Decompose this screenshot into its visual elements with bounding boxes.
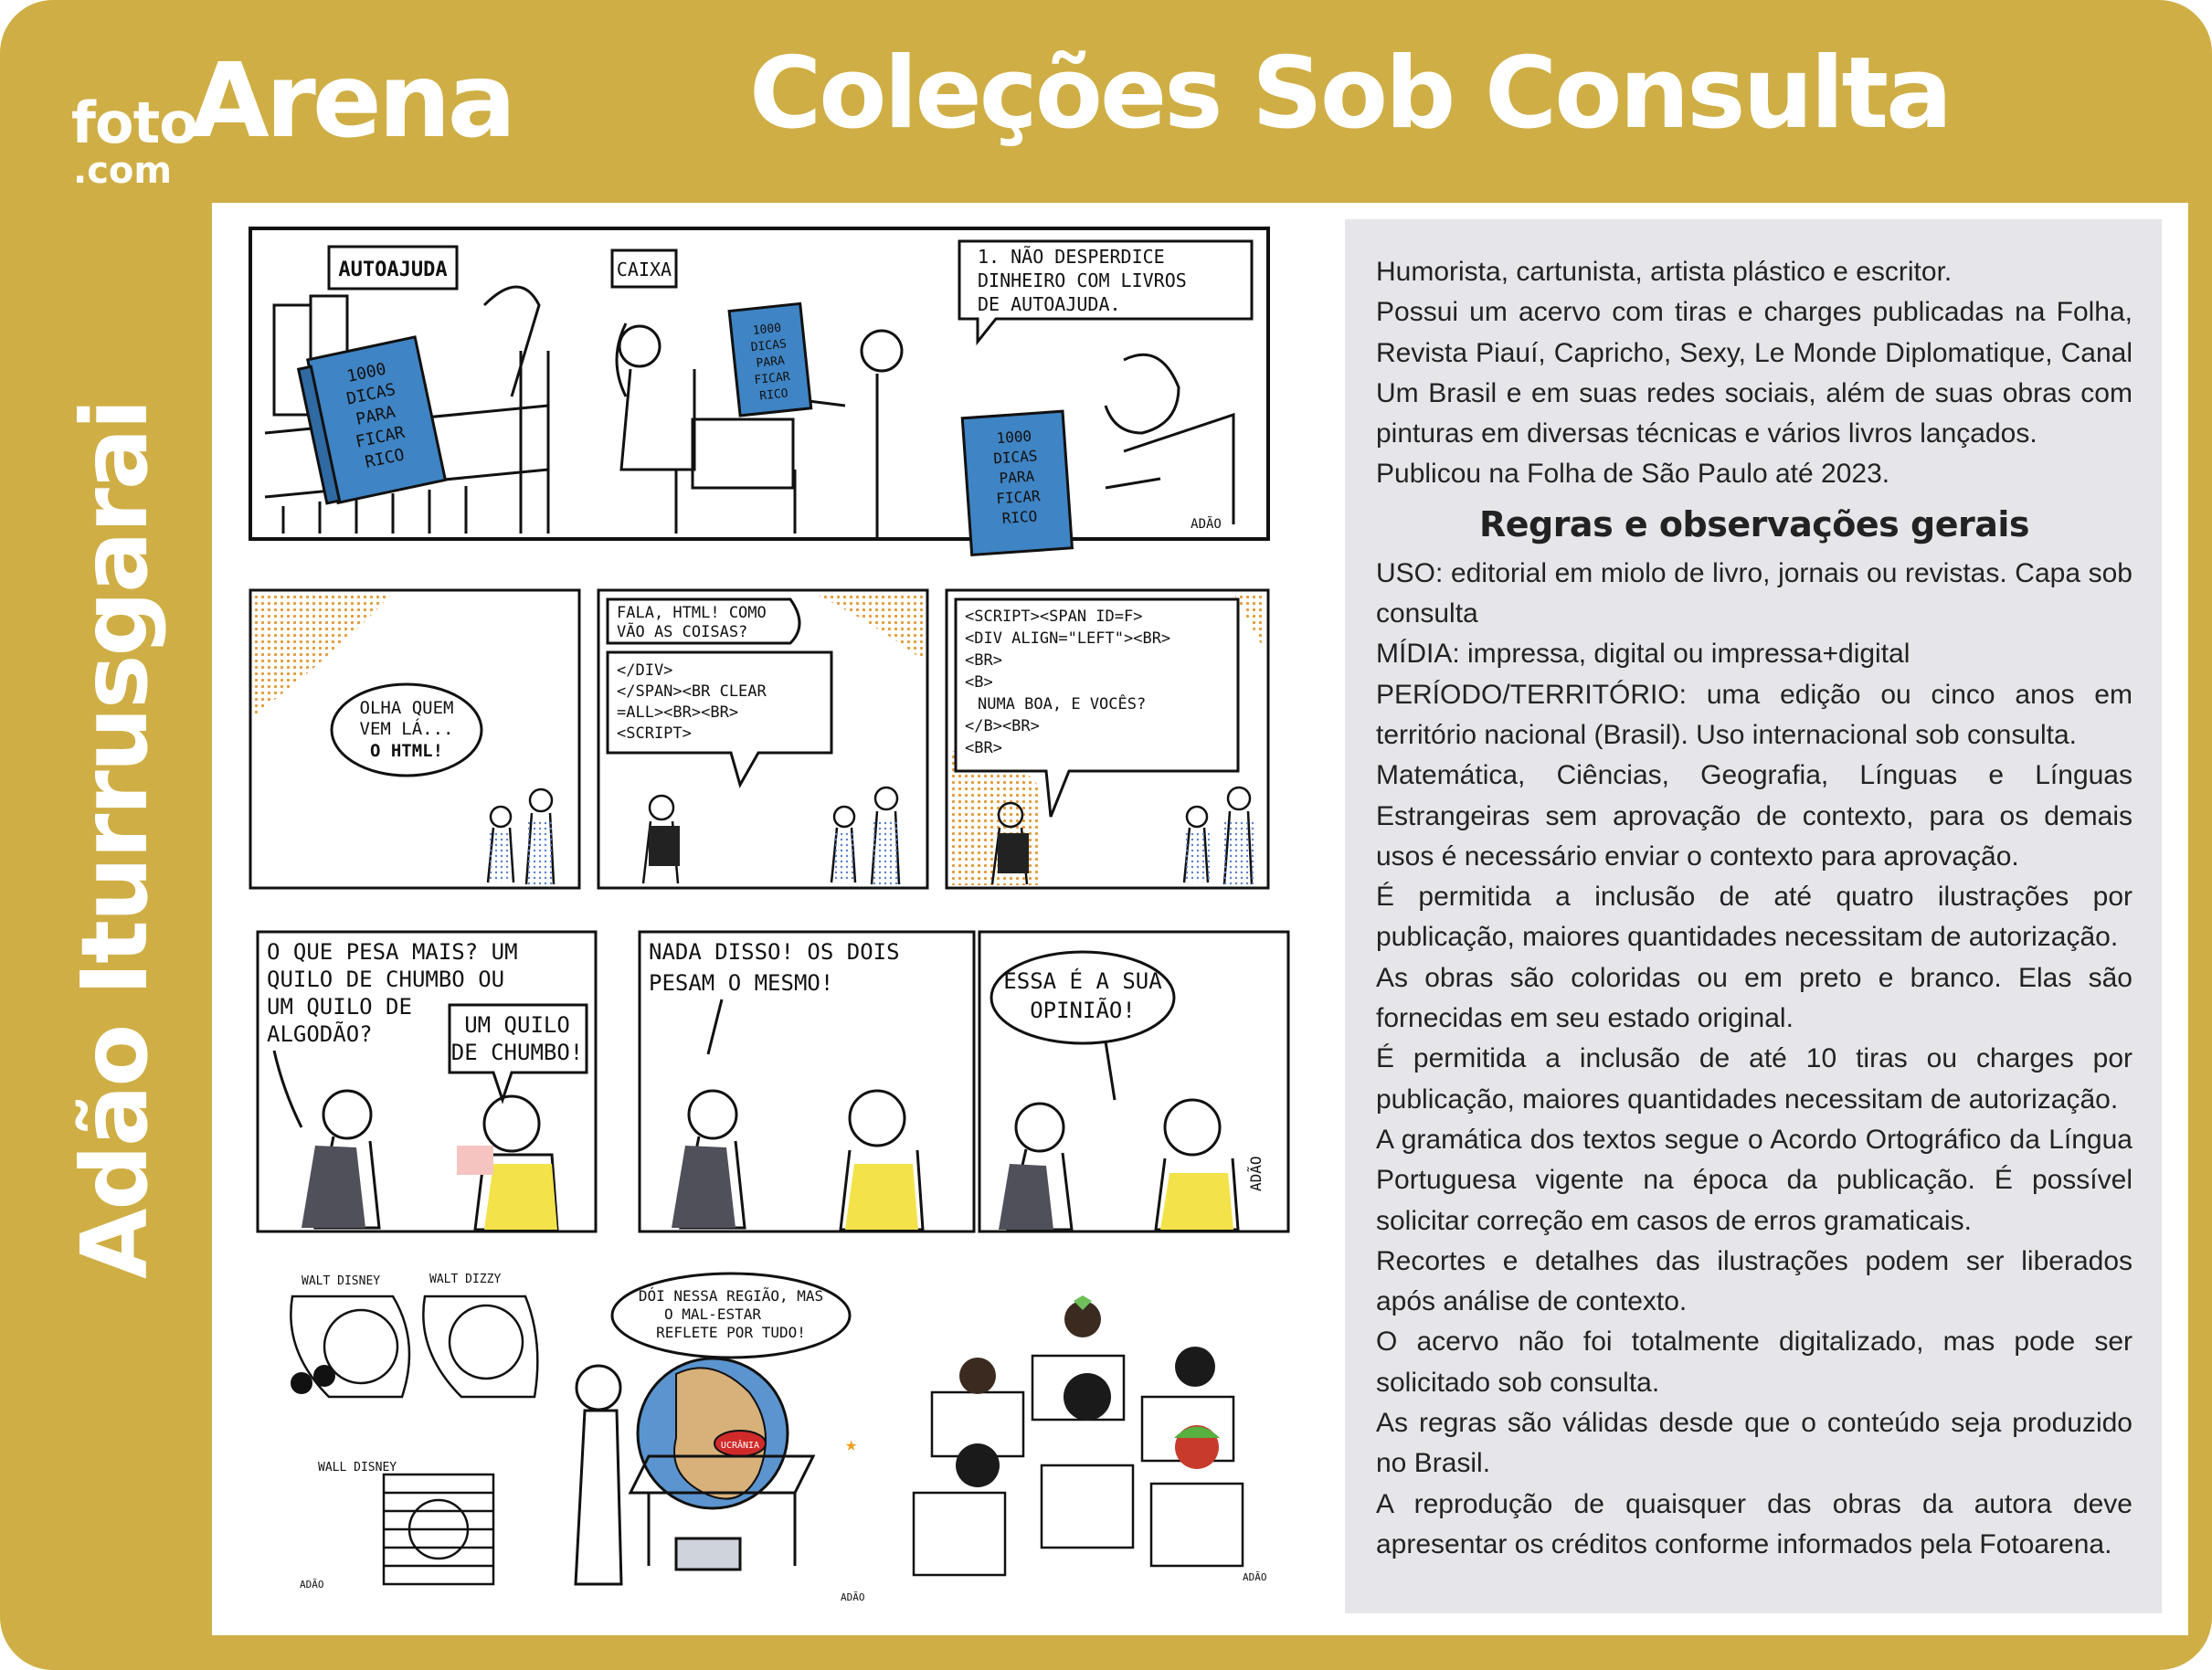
globe-bubble-line1: DÓI NESSA REGIÃO, MAS xyxy=(638,1287,824,1305)
svg-text:RICO: RICO xyxy=(758,386,789,404)
bubble1-line2: VEM LÁ... xyxy=(359,719,454,739)
svg-text:DICAS: DICAS xyxy=(992,447,1039,468)
q4-line1: ESSA É A SUA xyxy=(1003,968,1162,994)
comics-collage xyxy=(247,223,1316,1612)
bubble2a-line2: VÃO AS COISAS? xyxy=(617,623,748,641)
bubble3-line3: <BR> xyxy=(965,651,1002,670)
rule-periodo: PERÍODO/TERRITÓRIO: uma edição ou cinco anos em território nacional (Brasil). Uso internacional sob consulta. xyxy=(1376,679,2133,750)
rule-gramatica: A gramática dos textos segue o Acordo Ortográfico da Língua Portuguesa vigente na época da publicação. É possível solicitar correção em casos de erros gramaticais. xyxy=(1376,1124,2133,1236)
cartoons-row xyxy=(291,1273,1267,1603)
q3-line1: NADA DISSO! OS DOIS xyxy=(649,939,900,965)
q3-line2: PESAM O MESMO! xyxy=(649,970,834,996)
rule-midia: MÍDIA: impressa, digital ou impressa+digital xyxy=(1376,639,1910,670)
book1-line3: PARA xyxy=(354,402,397,430)
book1-line4: FICAR xyxy=(354,422,407,452)
signature-cartoon-a: ADÃO xyxy=(300,1579,324,1591)
bubble2b-line1: </DIV> xyxy=(617,661,673,680)
globe-bubble-line2: O MAL-ESTAR xyxy=(664,1305,761,1323)
svg-text:DICAS: DICAS xyxy=(750,337,788,355)
bubble2a-line1: FALA, HTML! COMO xyxy=(617,604,767,622)
bubble2b-line2: </SPAN><BR CLEAR xyxy=(617,682,767,701)
rule-validade: As regras são válidas desde que o conteúdo seja produzido no Brasil. xyxy=(1376,1408,2133,1479)
bubble1-line1: OLHA QUEM xyxy=(359,698,454,718)
rule-acervo: O acervo não foi totalmente digitalizado, mas pode ser solicitado sob consulta. xyxy=(1376,1326,2133,1398)
svg-text:RICO: RICO xyxy=(1001,507,1038,528)
info-text xyxy=(1376,252,2133,1565)
caption-line2: DINHEIRO COM LIVROS xyxy=(978,270,1187,291)
book1-line5: RICO xyxy=(363,445,407,472)
rule-uso: USO: editorial em miolo de livro, jornais ou revistas. Capa sob consulta xyxy=(1376,557,2133,629)
rule-tiras: É permitida a inclusão de até 10 tiras ou charges por publicação, maiores quantidades necessitam de autorização. xyxy=(1376,1043,2133,1115)
bubble3-line2: <DIV ALIGN="LEFT"><BR> xyxy=(965,629,1171,648)
svg-text:1000: 1000 xyxy=(752,321,782,338)
q2-line1: UM QUILO xyxy=(464,1012,570,1038)
bubble3-line7: <BR> xyxy=(965,739,1002,757)
info-box xyxy=(1345,219,2162,1613)
svg-text:FICAR: FICAR xyxy=(753,370,791,388)
logo-arena: Arena xyxy=(190,42,513,161)
bubble1-line3: O HTML! xyxy=(369,741,444,761)
book1-line1: 1000 xyxy=(344,359,388,387)
bio-line-3: Publicou na Folha de São Paulo até 2023. xyxy=(1376,459,1890,490)
sign-autoajuda: AUTOAJUDA xyxy=(338,259,448,281)
signature-cartoon-b: ADÃO xyxy=(841,1591,865,1603)
bubble3-line4: <B> xyxy=(965,673,993,692)
book1-line2: DICAS xyxy=(344,379,397,409)
q1-line1: O QUE PESA MAIS? UM xyxy=(267,939,518,965)
bubble2b-line3: =ALL><BR><BR> xyxy=(617,703,739,722)
bubble3-line1: <SCRIPT><SPAN ID=F> xyxy=(965,608,1143,626)
svg-text:1000: 1000 xyxy=(995,427,1032,448)
rule-creditos: A reprodução de quaisquer das obras da autora deve apresentar os créditos conforme informados pela Fotoarena. xyxy=(1376,1488,2133,1559)
ukraine-label: UCRÂNIA xyxy=(720,1441,760,1451)
bio-line-1: Humorista, cartunista, artista plástico e escritor. xyxy=(1376,257,1953,287)
bio-line-2: Possui um acervo com tiras e charges publicadas na Folha, Revista Piauí, Capricho, Sexy, Le Monde Diplomatique, Canal Um Brasil e em suas redes sociais, além de suas obras com pinturas em diversas técnicas e vários livros lançados. xyxy=(1376,297,2133,449)
page-title: Coleções Sob Consulta xyxy=(749,37,1950,151)
q4-line2: OPINIÃO! xyxy=(1030,998,1136,1023)
strip-html xyxy=(250,590,1268,888)
sign-caixa: CAIXA xyxy=(616,259,672,280)
q1-line2: QUILO DE CHUMBO OU xyxy=(267,967,505,992)
q2-line2: DE CHUMBO! xyxy=(450,1040,584,1065)
globe-bubble-line3: REFLETE POR TUDO! xyxy=(656,1324,806,1341)
signature-cartoon-c: ADÃO xyxy=(1243,1571,1267,1583)
signature-strip1: ADÃO xyxy=(1191,517,1222,532)
q1-line3: UM QUILO DE xyxy=(267,994,412,1020)
bubble3-line6: </B><BR> xyxy=(965,717,1040,735)
q1-line4: ALGODÃO? xyxy=(267,1021,373,1047)
rule-ilustracoes: É permitida a inclusão de até quatro ilustrações por publicação, maiores quantidades necessitam de autorização. xyxy=(1376,882,2133,953)
signature-strip3: ADÃO xyxy=(1247,1156,1265,1191)
disney-label-1: WALT DISNEY xyxy=(302,1274,381,1288)
logo-com: .com xyxy=(73,150,173,192)
rule-cores: As obras são coloridas ou em preto e branco. Elas são fornecidas em seu estado original. xyxy=(1376,962,2133,1034)
disney-label-2: WALT DIZZY xyxy=(429,1273,502,1286)
disney-label-3: WALL DISNEY xyxy=(318,1461,397,1474)
svg-text:PARA: PARA xyxy=(999,467,1035,488)
logo-foto: foto xyxy=(71,90,197,156)
caption-line1: 1. NÃO DESPERDICE xyxy=(978,246,1165,268)
bubble2b-line4: <SCRIPT> xyxy=(617,724,692,743)
strip-autoajuda xyxy=(250,228,1268,555)
artist-name: Adão Iturrusgarai xyxy=(61,400,168,1279)
svg-text:FICAR: FICAR xyxy=(995,487,1042,508)
svg-text:★: ★ xyxy=(845,1433,858,1456)
caption-line3: DE AUTOAJUDA. xyxy=(978,293,1121,315)
rule-materias: Matemática, Ciências, Geografia, Línguas e Línguas Estrangeiras sem aprovação de contexto, para os demais usos é necessário enviar o contexto para aprovação. xyxy=(1376,760,2133,872)
svg-text:PARA: PARA xyxy=(755,354,786,371)
rules-heading: Regras e observações gerais xyxy=(1478,503,2030,544)
bubble3-line5: NUMA BOA, E VOCÊS? xyxy=(978,695,1147,713)
strip-chumbo xyxy=(258,932,1288,1231)
rule-recortes: Recortes e detalhes das ilustrações podem ser liberados após análise de contexto. xyxy=(1376,1245,2133,1317)
